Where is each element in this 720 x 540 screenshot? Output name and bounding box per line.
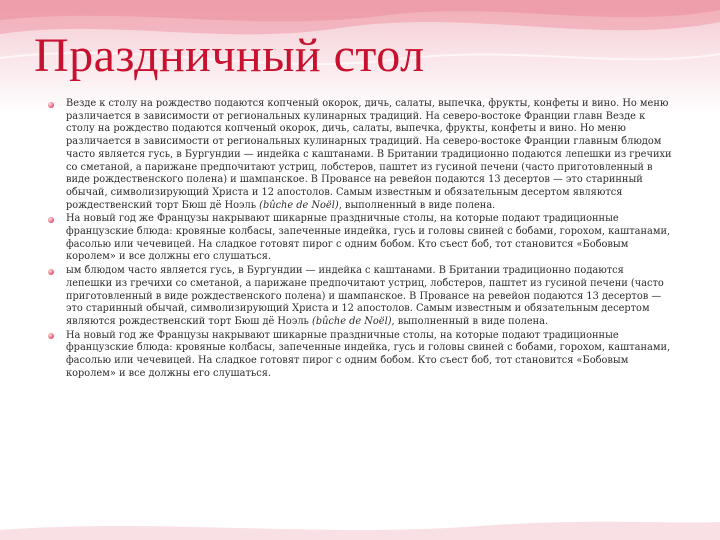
list-item [48, 265, 672, 329]
list-item-text: На новый год же Французы накрывают шикарные праздничные столы, на которые подают традиционные французские блюда: кровяные колбасы, запеченные индейка, гусь и головы свиней с бобами, горохом, каштанами, фасолью или чечевицей. На сладкое готовят пирог с одним бобом. Кто съест боб, тот становится «Бобовым королем» и все должны его слушаться. [66, 329, 671, 379]
bullet-dot-icon [48, 217, 54, 223]
footer-wave-decoration [0, 512, 720, 540]
list-item [48, 330, 672, 381]
slide-title: Праздничный стол [34, 29, 425, 82]
bullet-dot-icon [48, 269, 54, 275]
list-item [48, 98, 672, 212]
bullet-dot-icon [48, 102, 54, 108]
list-item-text: На новый год же Французы накрывают шикарные праздничные столы, на которые подают традиционные французские блюда: кровяные колбасы, запеченные индейка, гусь и головы свиней с бобами, горохом, каштанами, фасолью или чечевицей. На сладкое готовят пирог с одним бобом. Кто съест боб, тот становится «Бобовым королем» и все должны его слушаться. [66, 213, 671, 263]
bullet-dot-icon [48, 333, 54, 339]
bullet-list [48, 98, 672, 381]
list-item-text: Везде к столу на рождество подаются копченый окорок, дичь, салаты, выпечка, фрукты, конфеты и вино. Но меню различается в зависимости от региональных кулинарных традиций. На северо-востоке Франции главн Везде к столу на рождество подаются копченый окорок, дичь, салаты, выпечка, фрукты, конфеты и вино. Но меню различается в зависимости от региональных кулинарных традиций. На северо-востоке Франции главным блюдом часто является гусь, в Бургундии — индейка с каштанами. В Британии традиционно подаются лепешки из гречихи со сметаной, а парижане предпочитают устриц, лобстеров, паштет из гусиной печени (часто приготовленный в виде рождественского полена) и шампанское. В Провансе на ревейон подаются 13 десертов — это старинный обычай, символизирующий Христа и 12 апостолов. Самым известным и обязательным десертом являются рождественский торт Бюш дё Ноэль (bûche de Noël), выполненный в виде полена. [66, 98, 672, 211]
list-item [48, 213, 672, 264]
list-item-text: ым блюдом часто является гусь, в Бургундии — индейка с каштанами. В Британии традиционно подаются лепешки из гречихи со сметаной, а парижане предпочитают устриц, лобстеров, паштет из гусиной печени (часто приготовленный в виде рождественского полена) и шампанское. В Провансе на ревейон подаются 13 десертов — это старинный обычай, символизирующий Христа и 12 апостолов. Самым известным и обязательным десертом являются рождественский торт Бюш дё Ноэль (bûche de Noël), выполненный в виде полена. [66, 265, 664, 327]
